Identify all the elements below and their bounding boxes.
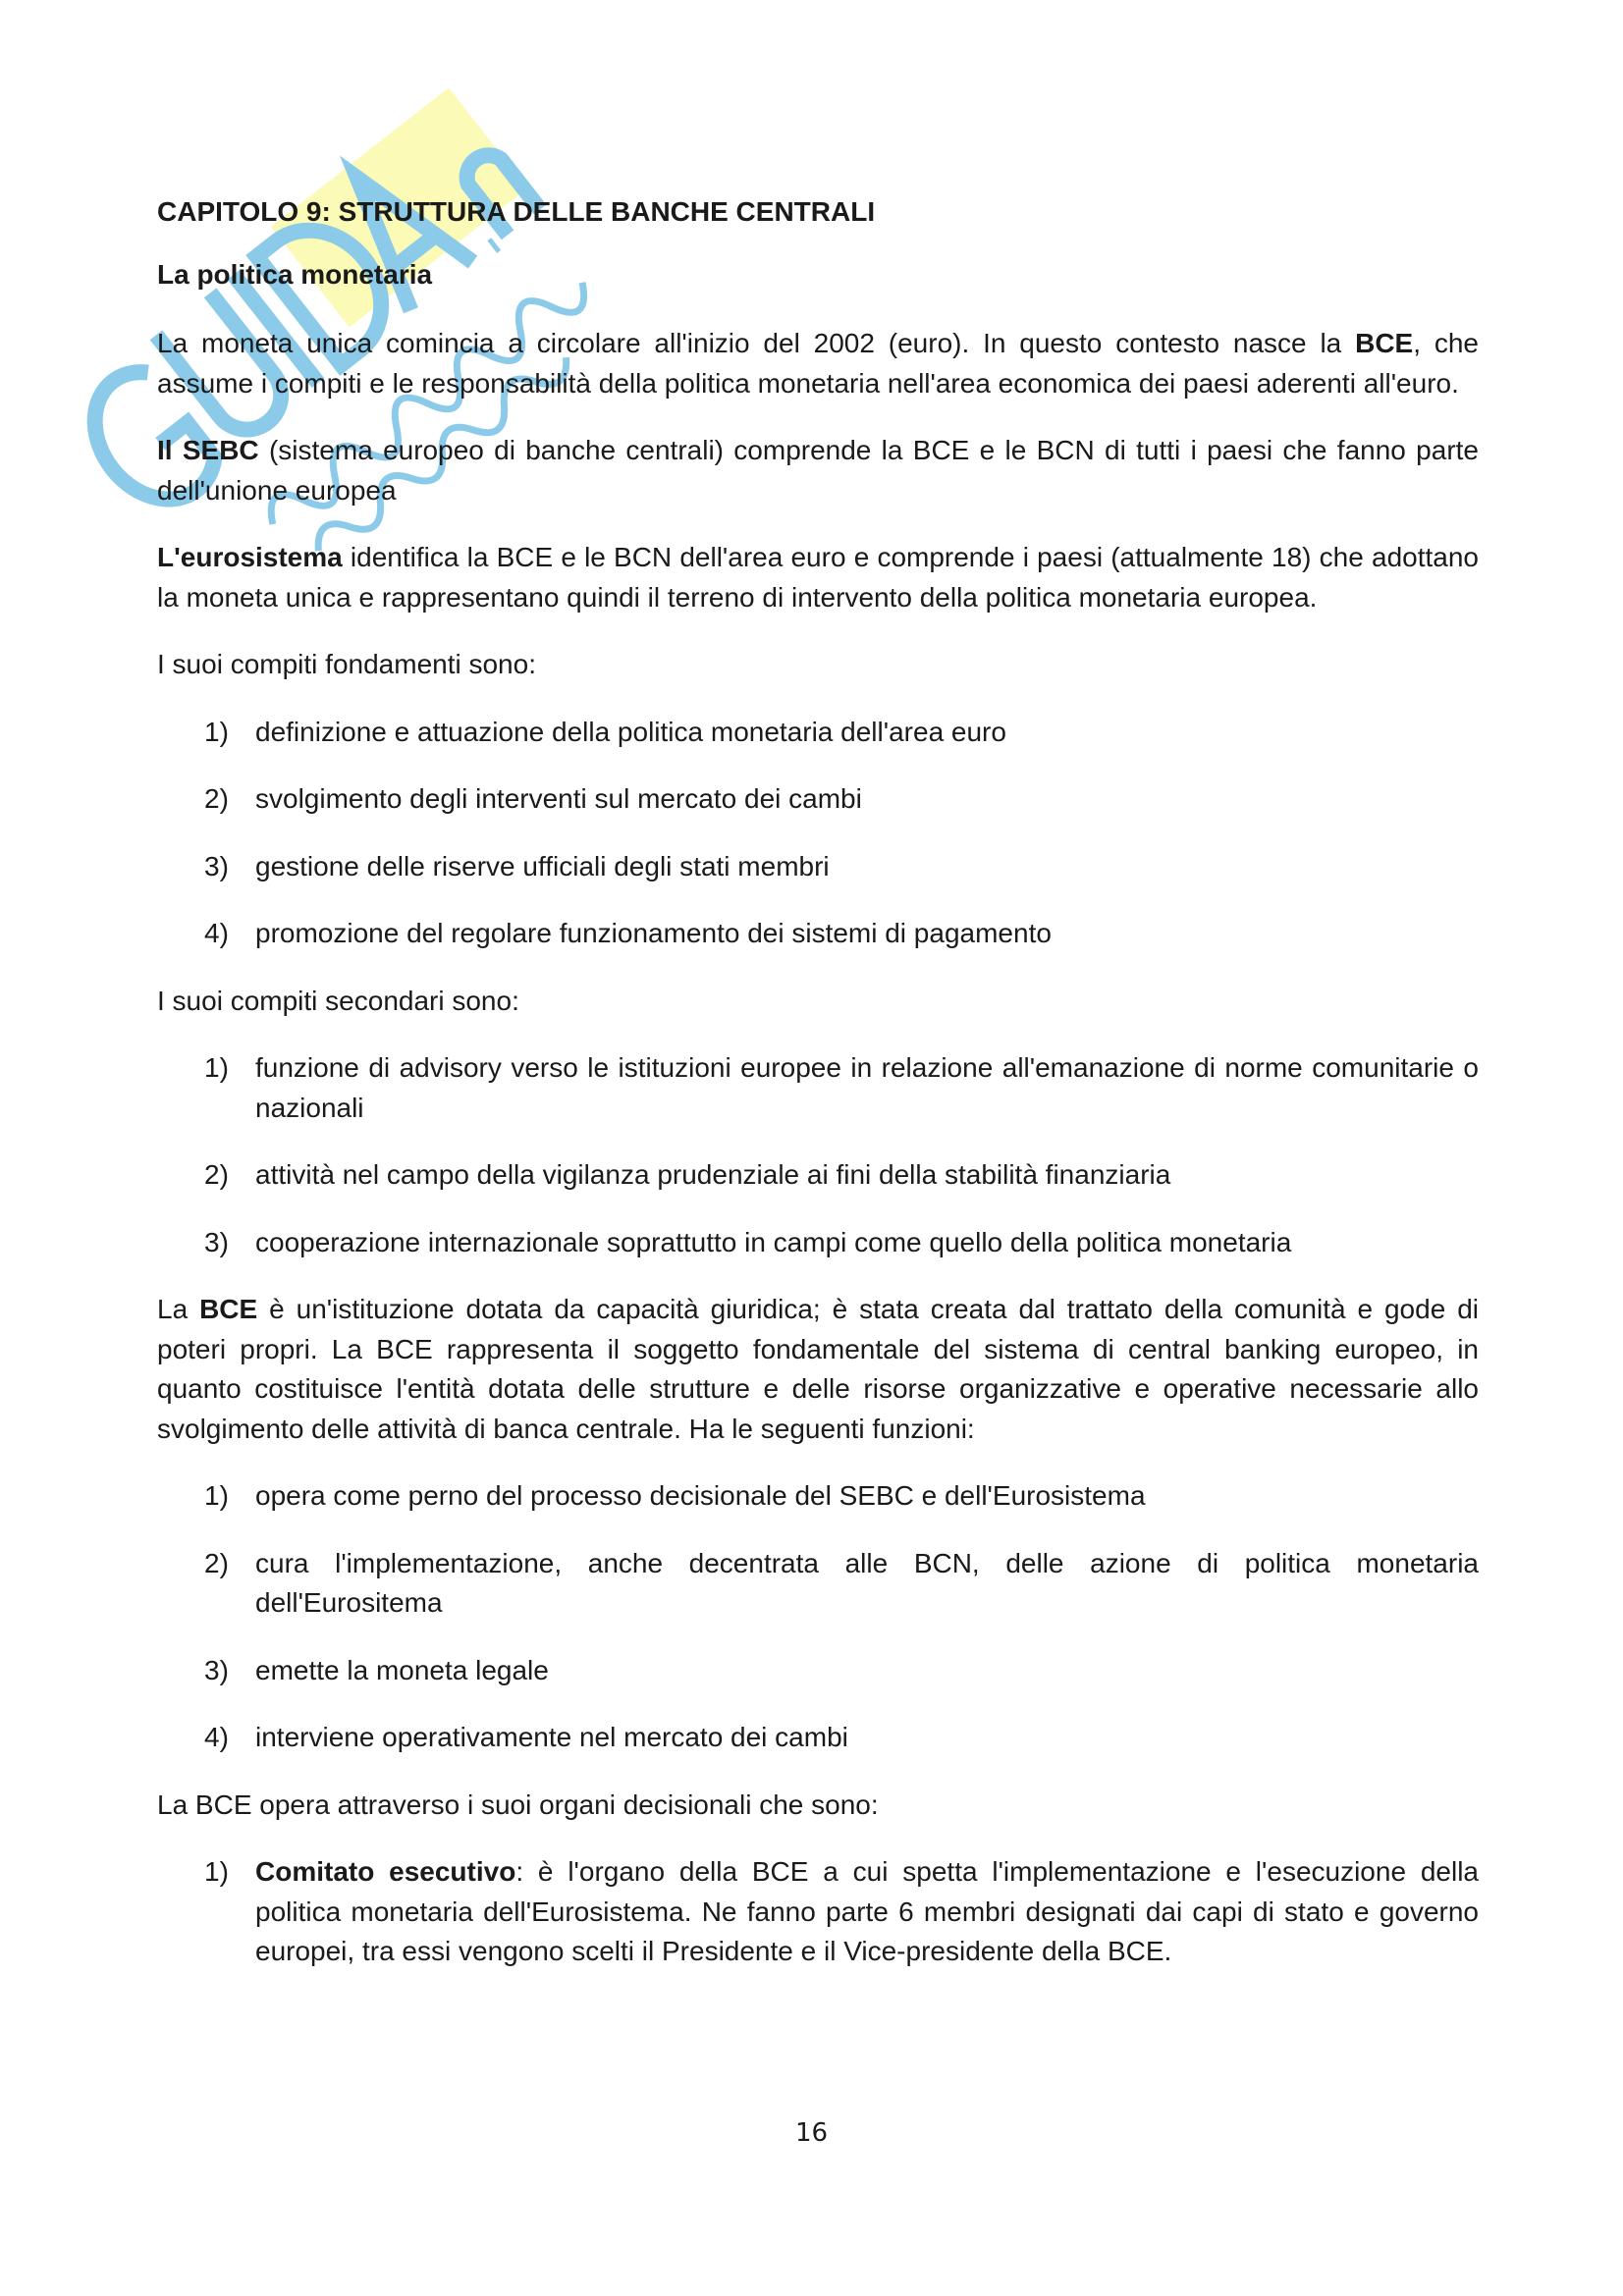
list-text: svolgimento degli interventi sul mercato dei cambi — [255, 783, 862, 814]
list-number: 1) — [204, 716, 229, 747]
bold-term-bce: BCE — [199, 1294, 258, 1324]
list-item — [157, 779, 1479, 820]
list-number: 3) — [204, 1226, 229, 1257]
list-text: gestione delle riserve ufficiali degli stati membri — [255, 850, 830, 881]
list-number: 4) — [204, 1722, 229, 1752]
list-item — [157, 1476, 1479, 1517]
bold-term-comitato-esecutivo: Comitato esecutivo — [255, 1856, 516, 1887]
list-number: 2) — [204, 1159, 229, 1190]
list-text: funzione di advisory verso le istituzioni europee in relazione all'emanazione di norme comunitarie o nazionali — [255, 1052, 1479, 1123]
list-number: 2) — [204, 783, 229, 814]
list-text: : è l'organo della BCE a cui spetta l'implementazione e l'esecuzione della politica monetaria dell'Eurosistema. Ne fanno parte 6 membri designati dai capi di stato e governo europei, tra essi vengono scelti il Presidente e il Vice-presidente della BCE. — [255, 1856, 1480, 1966]
list-item — [157, 713, 1479, 753]
list-number: 3) — [204, 850, 229, 881]
list-item — [157, 1852, 1479, 1972]
page-number: 16 — [794, 2118, 829, 2148]
chapter-title: CAPITOLO 9: STRUTTURA DELLE BANCHE CENTRALI — [157, 196, 876, 227]
list-number: 1) — [204, 1052, 229, 1083]
paragraph-sebc — [157, 431, 1479, 510]
text-span: , che assume i compiti e le responsabilità della politica monetaria nell'area economica dei paesi aderenti all'euro. — [157, 328, 1480, 399]
paragraph-fundamental-intro: I suoi compiti fondamenti sono: — [157, 649, 536, 679]
paragraph-organs-intro: La BCE opera attraverso i suoi organi decisionali che sono: — [157, 1789, 879, 1820]
text-span: La — [157, 1294, 200, 1324]
paragraph-bce-description — [157, 1290, 1479, 1449]
paragraph-eurosistema — [157, 538, 1479, 617]
text-span: è un'istituzione dotata da capacità giuridica; è stata creata dal trattato della comunità e gode di poteri propri. La BCE rappresenta il soggetto fondamentale del sistema di central banking europeo, in quanto costituisce l'entità dotata delle strutture e delle risorse organizzative e operative necessarie allo svolgimento delle attività di banca centrale. Ha le seguenti funzioni: — [157, 1294, 1479, 1444]
list-item — [157, 1223, 1479, 1263]
list-number: 1) — [204, 1856, 229, 1887]
list-item — [157, 1048, 1479, 1128]
list-item — [157, 914, 1479, 954]
list-number: 3) — [204, 1654, 229, 1685]
list-number: 2) — [204, 1547, 229, 1578]
list-text: cura l'implementazione, anche decentrata alle BCN, delle azione di politica monetaria dell'Eurositema — [255, 1547, 1479, 1618]
list-item — [157, 1544, 1479, 1624]
list-text: interviene operativamente nel mercato dei cambi — [255, 1722, 848, 1752]
list-text: definizione e attuazione della politica monetaria dell'area euro — [255, 716, 1006, 747]
text-span: identifica la BCE e le BCN dell'area euro e comprende i paesi (attualmente 18) che adottano la moneta unica e rappresentano quindi il terreno di intervento della politica monetaria europea. — [157, 542, 1479, 613]
list-text: attività nel campo della vigilanza prudenziale ai fini della stabilità finanziaria — [255, 1159, 1171, 1190]
paragraph-euro-intro — [157, 324, 1479, 403]
list-text: promozione del regolare funzionamento dei sistemi di pagamento — [255, 918, 1052, 948]
bold-term-sebc: Il SEBC — [157, 435, 259, 465]
list-bce-functions — [157, 1476, 1479, 1758]
list-item — [157, 1651, 1479, 1691]
list-text: opera come perno del processo decisionale del SEBC e dell'Eurosistema — [255, 1480, 1146, 1511]
list-item — [157, 1155, 1479, 1196]
text-span: La moneta unica comincia a circolare all'inizio del 2002 (euro). In questo contesto nasce la — [157, 328, 1356, 358]
list-number: 4) — [204, 918, 229, 948]
document-page — [157, 192, 1479, 2000]
paragraph-secondary-intro: I suoi compiti secondari sono: — [157, 985, 519, 1016]
list-item — [157, 847, 1479, 887]
list-item — [157, 1718, 1479, 1758]
list-number: 1) — [204, 1480, 229, 1511]
bold-term-bce: BCE — [1355, 328, 1414, 358]
list-fundamental-tasks — [157, 713, 1479, 954]
bold-term-eurosistema: L'eurosistema — [157, 542, 343, 572]
list-text: emette la moneta legale — [255, 1654, 549, 1685]
section-title: La politica monetaria — [157, 259, 433, 290]
list-decision-organs — [157, 1852, 1479, 1972]
list-text: cooperazione internazionale soprattutto in campi come quello della politica monetaria — [255, 1226, 1292, 1257]
text-span: (sistema europeo di banche centrali) comprende la BCE e le BCN di tutti i paesi che fanno parte dell'unione europea — [157, 435, 1479, 506]
list-secondary-tasks — [157, 1048, 1479, 1262]
